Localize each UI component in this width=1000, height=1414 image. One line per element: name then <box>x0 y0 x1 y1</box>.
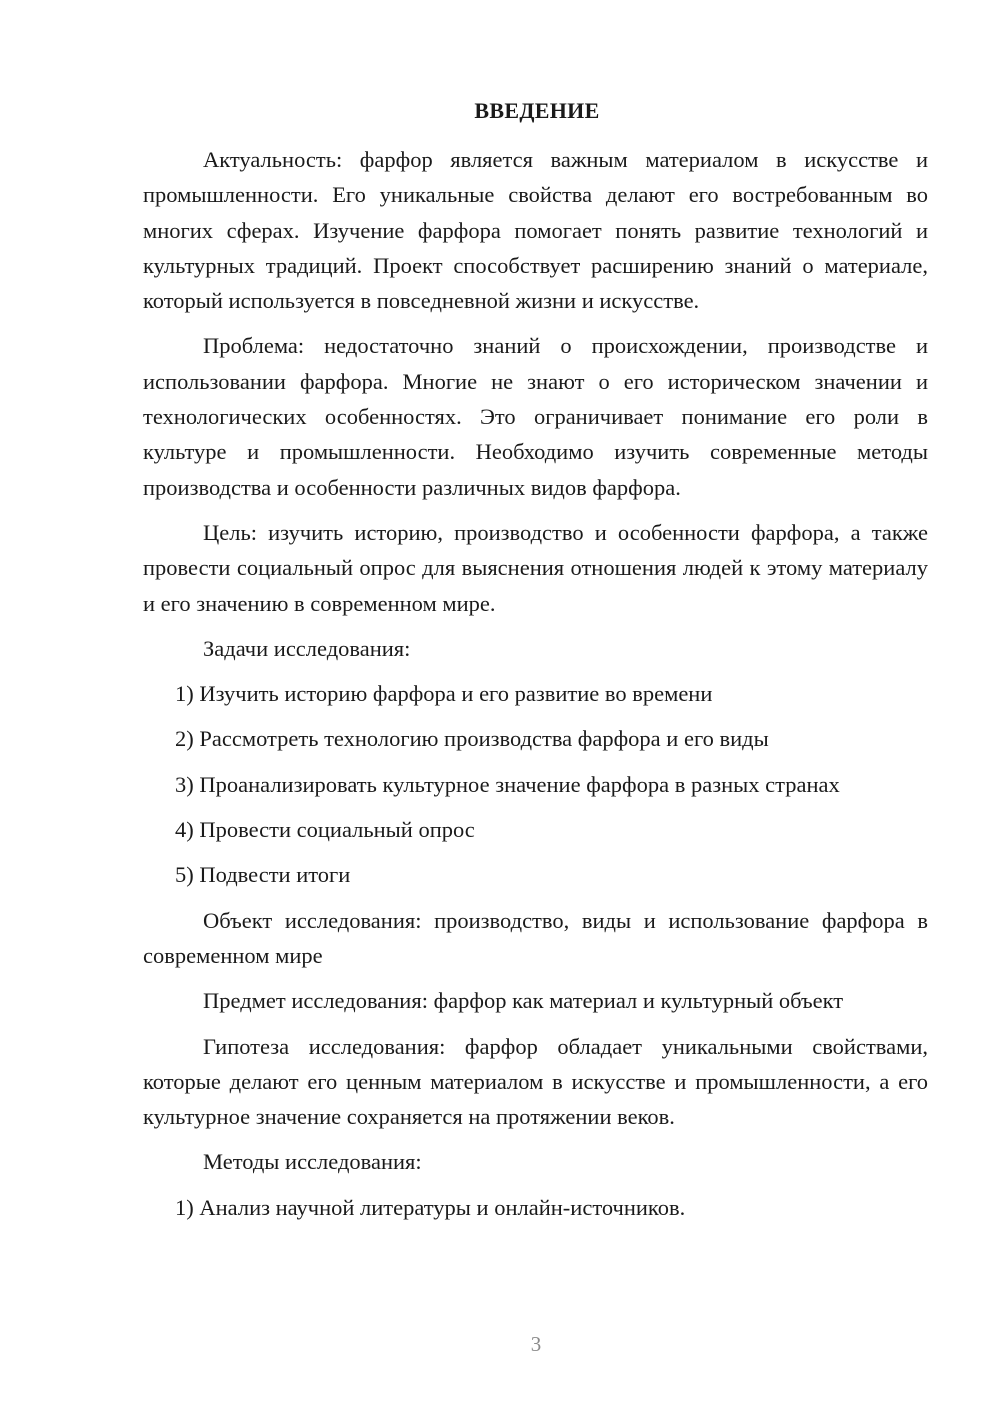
tasks-list <box>143 676 928 892</box>
list-item-method-1: 1) Анализ научной литературы и онлайн-источников. <box>175 1194 686 1220</box>
paragraph-hypothesis: Гипотеза исследования: фарфор обладает уникальными свойствами, которые делают его ценным материалом в искусстве и промышленности, а его культурное значение сохраняется на протяжении веков. <box>143 1033 928 1130</box>
methods-heading: Методы исследования: <box>203 1149 422 1175</box>
document-body <box>143 142 928 1225</box>
methods-list <box>143 1190 928 1225</box>
list-item-task-5: 5) Подвести итоги <box>175 862 351 888</box>
paragraph-relevance: Актуальность: фарфор является важным материалом в искусстве и промышленности. Его уникальные свойства делают его востребованным во многих сферах. Изучение фарфора помогает понять развитие технологий и культурных традиций. Проект способствует расширению знаний о материале, который используется в повседневной жизни и искусстве. <box>143 147 928 314</box>
paragraph-object: Объект исследования: производство, виды и использование фарфора в современном мире <box>143 907 928 968</box>
page-number: 3 <box>530 1332 542 1356</box>
tasks-heading: Задачи исследования: <box>203 635 411 661</box>
list-item-task-4: 4) Провести социальный опрос <box>175 817 475 843</box>
list-item-task-2: 2) Рассмотреть технологию производства фарфора и его виды <box>175 726 769 752</box>
list-item-task-3: 3) Проанализировать культурное значение фарфора в разных странах <box>175 771 840 797</box>
page-title: ВВЕДЕНИЕ <box>474 98 600 123</box>
paragraph-problem: Проблема: недостаточно знаний о происхождении, производстве и использовании фарфора. Многие не знают о его историческом значении и технологических особенностях. Это ограничивает понимание его роли в культуре и промышленности. Необходимо изучить современные методы производства и особенности различных видов фарфора. <box>143 333 928 500</box>
paragraph-goal: Цель: изучить историю, производство и особенности фарфора, а также провести социальный опрос для выяснения отношения людей к этому материалу и его значению в современном мире. <box>143 519 928 616</box>
paragraph-subject: Предмет исследования: фарфор как материал и культурный объект <box>203 988 844 1014</box>
list-item-task-1: 1) Изучить историю фарфора и его развитие во времени <box>175 681 713 707</box>
